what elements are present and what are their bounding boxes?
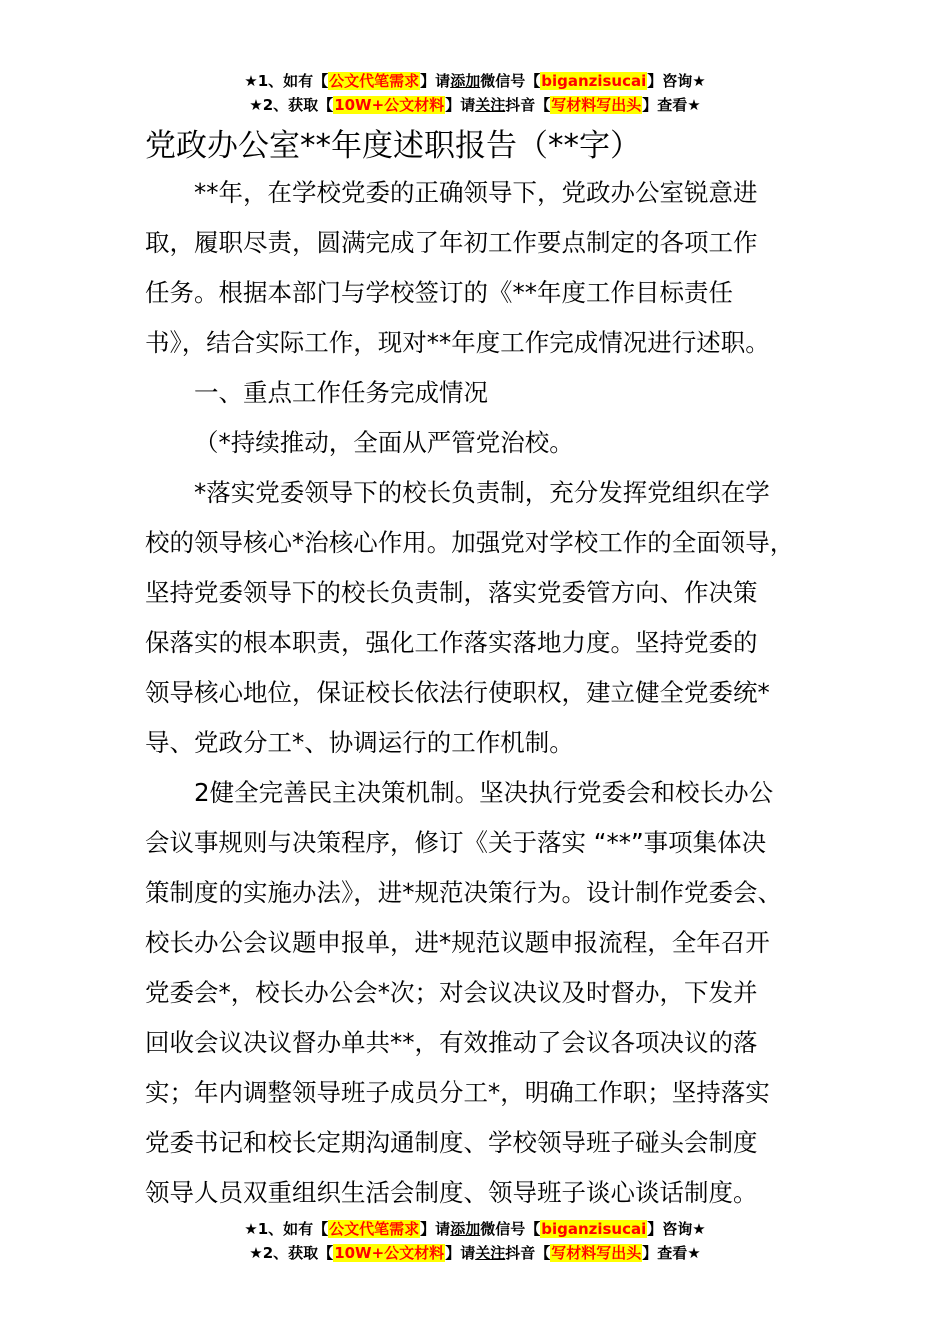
promo-highlight: 公文代笔需求 [329, 72, 420, 90]
body-line: 校长办公会议题申报单，进*规范议题申报流程，全年召开 [145, 928, 770, 957]
body-line: 党委会*，校长办公会*次；对会议决议及时督办，下发并 [145, 978, 758, 1007]
body-line: 导、党政分工*、协调运行的工作机制。 [145, 728, 574, 757]
douyin-highlight: 写材料写出头 [551, 1244, 642, 1262]
body-line: 书》，结合实际工作，现对**年度工作完成情况进行述职。 [145, 328, 770, 357]
promo-text: 】咨询★ [647, 72, 706, 90]
promo-text: 】请 [445, 96, 476, 114]
body-line: 任务。根据本部门与学校签订的《**年度工作目标责任 [145, 278, 733, 307]
body-line: 策制度的实施办法》，进*规范决策行为。设计制作党委会、 [145, 878, 782, 907]
promo-highlight: 10W+公文材料 [334, 1244, 445, 1262]
body-line: 取，履职尽责，圆满完成了年初工作要点制定的各项工作 [145, 228, 758, 257]
body-line: 保落实的根本职责，强化工作落实落地力度。坚持党委的 [145, 628, 758, 657]
body-line: **年，在学校党委的正确领导下，党政办公室锐意进 [194, 178, 758, 207]
body-line: 坚持党委领导下的校长负责制，落实党委管方向、作决策 [145, 578, 758, 607]
promo-text: 抖音【 [505, 96, 551, 114]
promo-text: ★2、获取【 [249, 96, 334, 114]
promo-underlined: 添加 [450, 1220, 481, 1238]
promo-underlined: 关注 [475, 1244, 506, 1262]
promo-text: 】请 [420, 72, 451, 90]
body-line: 领导人员双重组织生活会制度、领导班子谈心谈话制度。 [145, 1178, 758, 1207]
promo-text: 】查看★ [642, 96, 701, 114]
body-line: 2健全完善民主决策机制。坚决执行党委会和校长办公 [194, 778, 774, 807]
document-body [145, 168, 835, 1218]
promo-highlight: 10W+公文材料 [334, 96, 445, 114]
body-line: 领导核心地位，保证校长依法行使职权，建立健全党委统* [145, 678, 770, 707]
section-heading: 一、重点工作任务完成情况 [194, 378, 488, 407]
promo-text: 】请 [445, 1244, 476, 1262]
promo-text: ★2、获取【 [249, 1244, 334, 1262]
header-promo-line-2 [0, 94, 950, 116]
body-line: 党委书记和校长定期沟通制度、学校领导班子碰头会制度 [145, 1128, 758, 1157]
footer-promo-line-1 [0, 1218, 950, 1240]
promo-text: 】咨询★ [647, 1220, 706, 1238]
footer-promo-line-2 [0, 1242, 950, 1264]
promo-text: 抖音【 [505, 1244, 551, 1262]
promo-highlight: 公文代笔需求 [329, 1220, 420, 1238]
promo-text: ★1、如有【 [244, 1220, 329, 1238]
promo-text: 微信号【 [480, 72, 541, 90]
subsection-heading: （*持续推动，全面从严管党治校。 [194, 428, 574, 457]
promo-underlined: 添加 [450, 72, 481, 90]
wechat-id-highlight: biganzisucai [541, 1220, 647, 1238]
body-line: 回收会议决议督办单共**，有效推动了会议各项决议的落 [145, 1028, 758, 1057]
promo-text: 】查看★ [642, 1244, 701, 1262]
promo-underlined: 关注 [475, 96, 506, 114]
wechat-id-highlight: biganzisucai [541, 72, 647, 90]
body-line: 会议事规则与决策程序，修订《关于落实 “**”事项集体决 [145, 828, 767, 857]
promo-text: 微信号【 [480, 1220, 541, 1238]
document-title: 党政办公室**年度述职报告（**字） [145, 128, 641, 164]
body-line: *落实党委领导下的校长负责制，充分发挥党组织在学 [194, 478, 770, 507]
promo-text: ★1、如有【 [244, 72, 329, 90]
body-line: 校的领导核心*治核心作用。加强党对学校工作的全面领导， [145, 528, 795, 557]
douyin-highlight: 写材料写出头 [551, 96, 642, 114]
promo-text: 】请 [420, 1220, 451, 1238]
header-promo-line-1 [0, 70, 950, 92]
body-line: 实；年内调整领导班子成员分工*，明确工作职；坚持落实 [145, 1078, 770, 1107]
